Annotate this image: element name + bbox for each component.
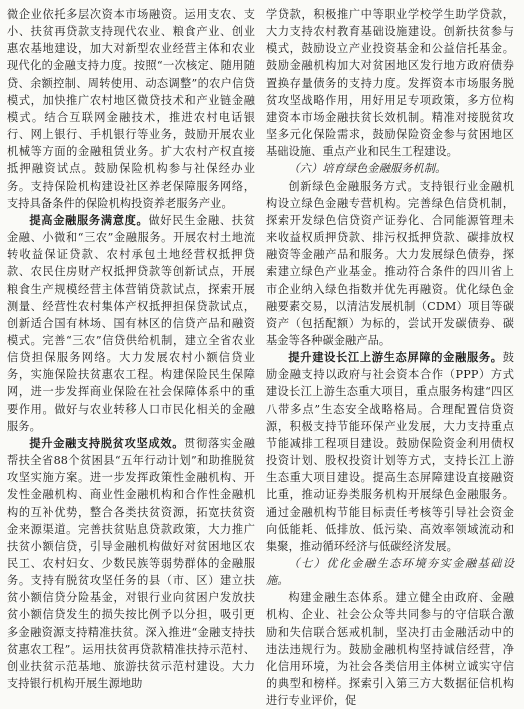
paragraph-body: 构建金融生态体系。建立健全由政府、金融机构、企业、社会公众等共同参与的守信联合激励和失信联合惩戒机制，坚决打击金融活动中的违法违规行为。鼓励金融机构坚持诚信经营，净化信用环境，为社会各类信用主体树立诚实守信的典型和榜样。探索引入第三方大数据征信机构进行专业评价，促 <box>266 591 514 708</box>
paragraph-body: 做好民生金融、扶贫金融、小微和“三农”金融服务。开展农村土地流转收益保证贷款、农村承包土地经营权抵押贷款、农民住房财产权抵押贷款等创新试点，开展粮食生产规模经营主体营销贷款试点，探索开展测量、经营性农村集体产权抵押担保贷款试点，创新适合国有林场、国有林区的信贷产品和融资模式。完善“三农”信贷供给机制，建立全省农业信贷担保服务网络。大力发展农村小额信贷业务，实施保险扶贫惠农工程。构建保险民生保障网，进一步发挥商业保险在社会保障体系中的重要作用。做好与农业转移人口市民化相关的金融服务。 <box>7 213 255 433</box>
paragraph <box>7 212 255 435</box>
section-heading: （六）培育绿色金融服务机制。 <box>288 162 447 176</box>
right-column <box>266 6 514 709</box>
paragraph <box>266 589 514 709</box>
paragraph-lead: 提升金融支持脱贫攻坚成效。 <box>29 435 185 450</box>
paragraph-lead: 提升建设长江上游生态屏障的金融服务。 <box>288 350 503 365</box>
paragraph-body: 鼓励金融支持以政府与社会资本合作（PPP）方式建设长江上游生态重大项目，重点服务构建“四区八带多点”生态安全战略格局。合理配置信贷资源，积极支持节能环保产业发展，大力支持重点节能减排工程项目建设。鼓励保险资金利用债权投资计划、股权投资计划等方式，支持长江上游生态重大项目建设。提高生态屏障建设直接融资比重，推动证券类服务机构开展绿色金融服务。通过金融机构节能目标责任考核等引导社会资金向低能耗、低排放、低污染、高效率领域流动和集聚，推动循环经济与低碳经济发展。 <box>266 351 514 553</box>
paragraph <box>266 178 514 350</box>
paragraph <box>266 349 514 555</box>
paragraph-body: 创新绿色金融服务方式。支持银行业金融机构设立绿色金融专营机构。完善绿色信贷机制，探索开发绿色信贷资产证券化、合同能源管理未来收益权质押贷款、排污权抵押贷款、碳排放权融资等金融产品和服务。大力发展绿色债券，探索建立绿色产业基金。推动符合条件的四川省上市企业纳入绿色指数并优先再融资。优化绿色金融要素交易，以清洁发展机制（CDM）项目等碳资产（包括配额）为标的，尝试开发碳债券、碳基金等各种碳金融产品。 <box>266 179 514 347</box>
paragraph <box>7 435 255 692</box>
left-column <box>7 6 255 692</box>
section-heading: （七）优化金融生态环境夯实金融基础设施。 <box>266 557 514 588</box>
paragraph-lead: 提高金融服务满意度。 <box>29 212 149 227</box>
paragraph-continuation: 学贷款，积极推广中等职业学校学生助学贷款，大力支持农村教育基础设施建设。创新扶贫参与模式，鼓励设立产业投资基金和公益信托基金。鼓励金融机构加大对贫困地区发行地方政府债券置换存量债务的支持力度。发挥资本市场服务脱贫攻坚战略作用，用好用足专项政策，多方位构建资本市场金融扶贫长效机制。精准对接脱贫攻坚多元化保险需求，鼓励保险资金参与贫困地区基础设施、重点产业和民生工程建设。 <box>266 8 514 159</box>
paragraph-continuation: 微企业依托多层次资本市场融资。运用支农、支小、扶贫再贷款支持现代农业、粮食产业、创业惠农基地建设，加大对新型农业经营主体和农业现代化的金融支持力度。按照“一次核定、随用随贷、余额控制、周转使用、动态调整”的农户信贷模式，加快推广农村地区微贷技术和产业链金融模式。结合互联网金融技术，推进农村电话银行、网上银行、手机银行等业务，鼓励开展农业机械等方面的金融租赁业务。扩大农村产权直接抵押融资试点。鼓励保险机构参与社保经办业务。支持保险机构建设社区养老保障服务网络，支持具备条件的保险机构投资养老服务产业。 <box>7 8 255 210</box>
paragraph-body: 贯彻落实金融帮扶全省88个贫困县“五年行动计划”和助推脱贫攻坚实施方案。进一步发挥政策性金融机构、开发性金融机构、商业性金融机构和合作性金融机构的互补优势，整合各类扶贫资源，拓宽扶贫资金来源渠道。完善扶贫贴息贷款政策，大力推广扶贫小额信贷，引导金融机构做好对贫困地区农民工、农村妇女、少数民族等弱势群体的金融服务。支持有脱贫攻坚任务的县（市、区）建立扶贫小额信贷分险基金，对银行业向贫困户发放扶贫小额信贷发生的损失按比例予以分担，吸引更多金融资源支持精准扶贫。深入推进“金融支持扶贫惠农工程”。运用扶贫再贷款精准扶持示范村、创业扶贫示范基地、旅游扶贫示范村建设。大力支持银行机构开展生源地助 <box>7 436 255 691</box>
